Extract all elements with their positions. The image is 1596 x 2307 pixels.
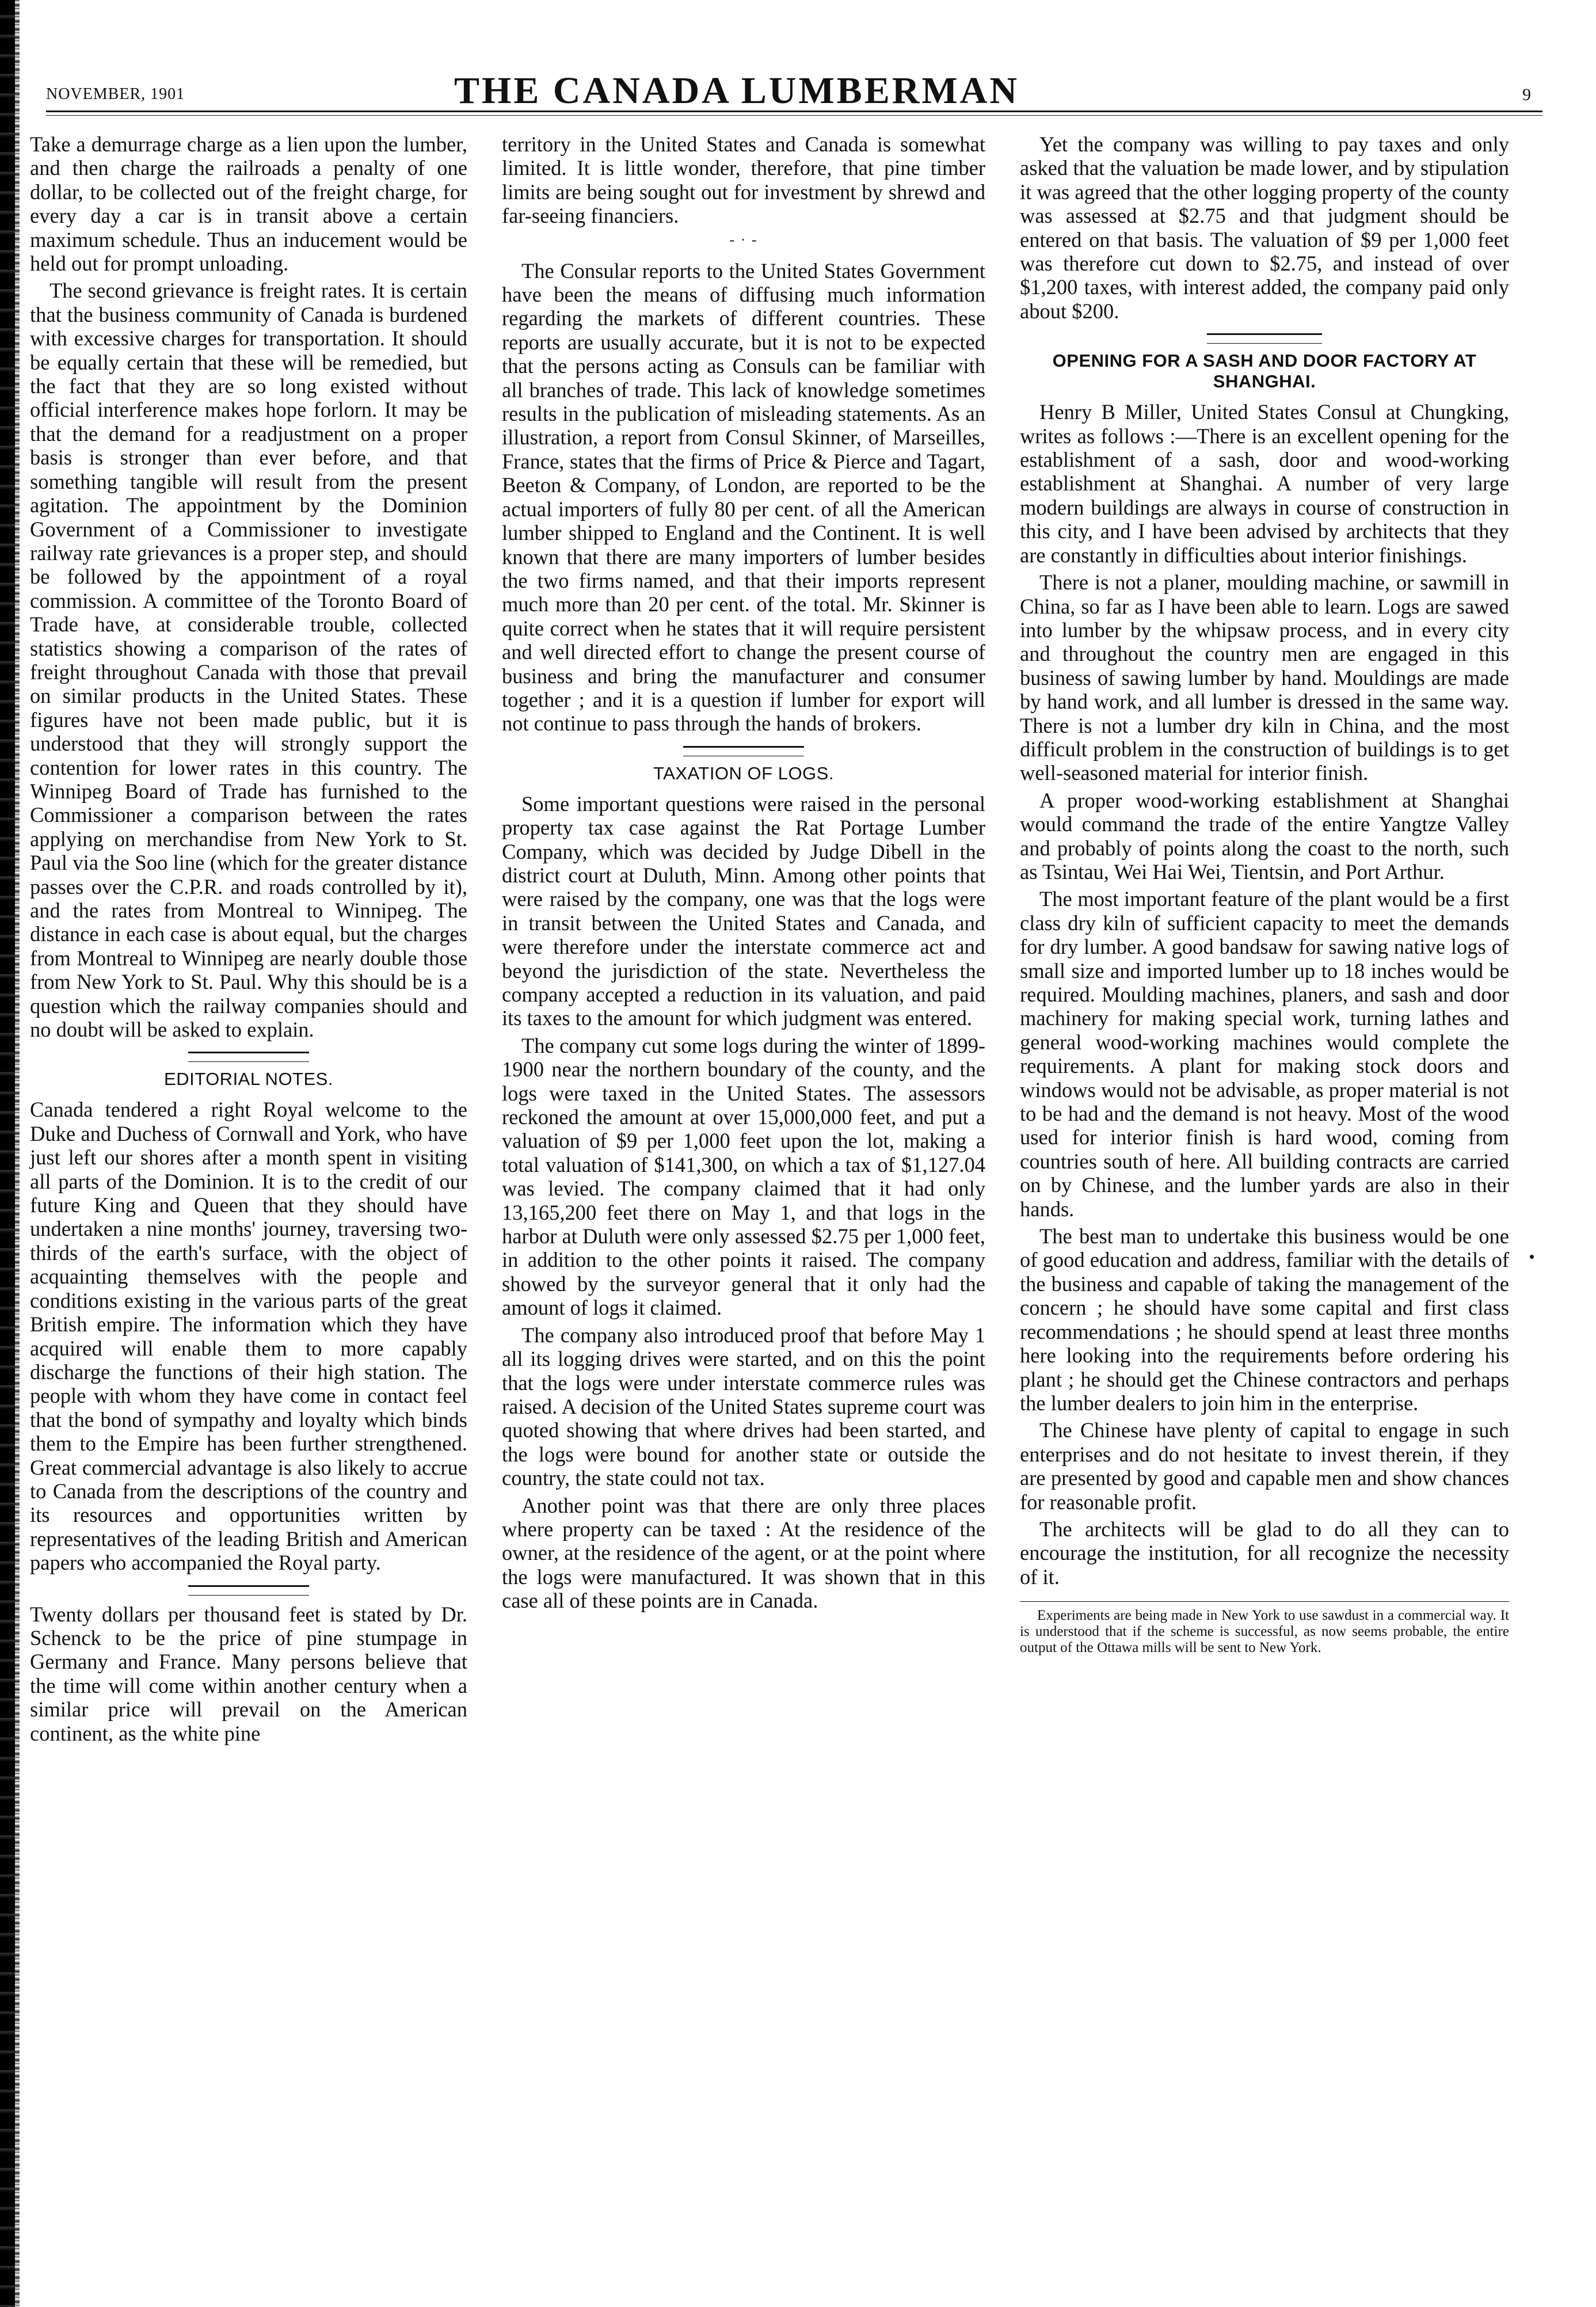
paragraph: Yet the company was willing to pay taxes and only asked that the valuation be made lower, and by stipulation it was agreed that the other logging property of the county was assessed at $2.75 and that judgment should be entered on that basis. The valuation of $9 per 1,000 feet was therefore cut down to $2.75, and instead of over $1,200 taxes, with interest added, the company paid only about $200. (1020, 132, 1509, 323)
paragraph: Take a demurrage charge as a lien upon the lumber, and then charge the railroads a penalty of one dollar, to be collected out of the freight charge, for every day a car is in transit above a certain maximum schedule. Thus an inducement would be held out for prompt unloading. (30, 132, 467, 276)
paragraph: A proper wood-working establishment at Shanghai would command the trade of the entire Yangtze Valley and probably of points along the coast to the north, such as Tsintau, Wei Hai Wei, Tientsin, and Port Arthur. (1020, 788, 1509, 884)
page-binding-edge (0, 0, 15, 2307)
column-left (30, 132, 467, 2285)
publication-title: THE CANADA LUMBERMAN (454, 70, 1020, 112)
paragraph: Another point was that there are only three places where property can be taxed : At the residence of the owner, at the residence of the agent, or at the point where the logs were manufactured. It was shown that in this case all of these points are in Canada. (502, 1493, 985, 1613)
page-header (46, 69, 1531, 112)
page-binding-texture (15, 0, 20, 2307)
paragraph: The company cut some logs during the winter of 1899-1900 near the northern boundary of the county, and the logs were taxed in the United States. The assessors reckoned the amount at over 15,000,000 feet, and put a valuation of $9 per 1,000 feet upon the lot, making a total valuation of $141,300, on which a tax of $1,127.04 was levied. The company claimed that it had only 13,165,200 feet there on May 1, and that logs in the harbor at Duluth were only assessed $2.75 per 1,000 feet, in addition to the other points it raised. The company showed by the surveyor general that it only had the amount of logs it claimed. (502, 1033, 985, 1320)
section-heading: TAXATION OF LOGS. (653, 763, 834, 783)
section-divider (683, 746, 804, 756)
section-heading: EDITORIAL NOTES. (164, 1069, 333, 1090)
ornament-separator: - · - (729, 231, 758, 248)
paragraph: Henry B Miller, United States Consul at Chungking, writes as follows :—There is an excellent opening for the establishment of a sash, door and wood-working establishment at Shanghai. A number of very large modern buildings are always in course of construction in this city, and I have been advised by architects that they are constantly in difficulties about interior finishings. (1020, 400, 1509, 567)
column-middle (502, 132, 985, 2285)
paragraph: The most important feature of the plant would be a first class dry kiln of sufficient capacity to meet the demands for dry lumber. A good bandsaw for sawing native logs of small size and imported lumber up to 18 inches would be required. Moulding machines, planers, and sash and door machinery for making special work, turning lathes and general wood-working machines would complete the requirements. A plant for making stock doors and windows would not be advisable, as proper material is not to be had and the demand is not heavy. Most of the wood used for interior finish is hard wood, coming from countries south of here. All building contracts are carried on by Chinese, and the lumber yards are also in their hands. (1020, 887, 1509, 1221)
column-right (1020, 132, 1509, 2285)
paragraph: The Chinese have plenty of capital to engage in such enterprises and do not hesitate to invest therein, if they are presented by good and capable men and show chances for reasonable profit. (1020, 1418, 1509, 1514)
issue-date: NOVEMBER, 1901 (46, 85, 185, 103)
footnote (1020, 1601, 1509, 1656)
section-divider (188, 1585, 309, 1596)
paragraph: Twenty dollars per thousand feet is stated by Dr. Schenck to be the price of pine stumpage in Germany and France. Many persons believe that the time will come within another century when a similar price will prevail on the American continent, as the white pine (30, 1602, 467, 1745)
paragraph: The Consular reports to the United States Government have been the means of diffusing much information regarding the markets of different countries. These reports are usually accurate, but it is not to be expected that the persons acting as Consuls can be familiar with all branches of trade. This lack of knowledge sometimes results in the publication of misleading statements. As an illustration, a report from Consul Skinner, of Marseilles, France, states that the firms of Price & Pierce and Tagart, Beeton & Company, of London, are reported to be the actual importers of fully 80 per cent. of all the American lumber shipped to England and the Continent. It is well known that there are many importers of lumber besides the two firms named, and that their imports represent much more than 20 per cent. of the total. Mr. Skinner is quite correct when he states that it will require persistent and well directed effort to change the present course of business and bring the manufacturer and consumer together ; and it is a question if lumber for export will not continue to pass through the hands of brokers. (502, 258, 985, 736)
header-rule-thin (46, 115, 1542, 116)
paragraph: Some important questions were raised in the personal property tax case against the Rat Portage Lumber Company, which was decided by Judge Dibell in the district court at Duluth, Minn. Among other points that were raised by the company, one was that the logs were in transit between the United States and Canada, and were therefore under the interstate commerce act and beyond the jurisdiction of the state. Nevertheless the company accepted a reduction in its valuation, and paid its taxes to the amount for which judgment was entered. (502, 791, 985, 1030)
section-divider (188, 1052, 309, 1062)
paragraph: Canada tendered a right Royal welcome to the Duke and Duchess of Cornwall and York, who have just left our shores after a month spent in visiting all parts of the Dominion. It is to the credit of our future King and Queen that they should have undertaken a nine months' journey, traversing two-thirds of the earth's surface, with the object of acquainting themselves with the people and conditions existing in the various parts of the great British empire. The information which they have acquired will enable them to more capably discharge the functions of their high station. The people with whom they have come in contact feel that the bond of sympathy and loyalty which binds them to the Empire has been further strengthened. Great commercial advantage is also likely to accrue to Canada from the descriptions of the country and its resources and opportunities written by representatives of the leading British and American papers who accompanied the Royal party. (30, 1098, 467, 1575)
paragraph: The architects will be glad to do all they can to encourage the institution, for all recognize the necessity of it. (1020, 1517, 1509, 1589)
paragraph: The second grievance is freight rates. It is certain that the business community of Canada is burdened with excessive charges for transportation. It should be equally certain that these will be remedied, but the fact that they are so long existed without official interference makes hope forlorn. It may be that the demand for a readjustment on a proper basis is stronger than ever before, and that something tangible will result from the present agitation. The appointment by the Dominion Government of a Commissioner to investigate railway rate grievances is a proper step, and should be followed by the appointment of a royal commission. A committee of the Toronto Board of Trade have, at considerable trouble, collected statistics showing a comparison of the rates of freight throughout Canada with those that prevail on similar products in the United States. These figures have not been made public, but it is understood that they will strongly support the contention for lower rates in this country. The Winnipeg Board of Trade has furnished to the Commissioner a comparison between the rates applying on merchandise from New York to St. Paul via the Soo line (which for the greater distance passes over the C.P.R. and roads controlled by it), and the rates from Montreal to Winnipeg. The distance in each case is about equal, but the charges from Montreal to Winnipeg are nearly double those from New York to St. Paul. Why this should be is a question which the railway companies should and no doubt will be asked to explain. (30, 279, 467, 1042)
section-divider (1207, 333, 1322, 344)
page-number: 9 (1522, 85, 1531, 104)
section-heading: OPENING FOR A SASH AND DOOR FACTORY AT SHANGHAI. (1052, 351, 1477, 392)
paragraph: There is not a planer, moulding machine, or sawmill in China, so far as I have been able to learn. Logs are sawed into lumber by the whipsaw process, and in every city and throughout the country men are engaged in this business of sawing lumber by hand. Mouldings are made by hand work, and all lumber is dressed in the same way. There is not a lumber dry kiln in China, and the most difficult problem in the construction of buildings is to get well-seasoned material for interior finish. (1020, 570, 1509, 785)
paragraph: territory in the United States and Canada is somewhat limited. It is little wonder, therefore, that pine timber limits are being sought out for investment by shrewd and far-seeing financiers. (502, 132, 985, 228)
print-speck (1530, 1255, 1534, 1259)
footnote-text: Experiments are being made in New York to use sawdust in a commercial way. It is understood that if the scheme is successful, as now seems probable, the entire output of the Ottawa mills will be sent to New York. (1020, 1608, 1509, 1656)
paragraph: The company also introduced proof that before May 1 all its logging drives were started, and on this the point that the logs were under interstate commerce rules was raised. A decision of the United States supreme court was quoted showing that where drives had been started, and the logs were bound for another state or outside the country, the state could not tax. (502, 1323, 985, 1490)
header-rule (46, 111, 1542, 112)
paragraph: The best man to undertake this business would be one of good education and address, familiar with the details of the business and capable of taking the management of the concern ; he should have some capital and first class recommendations ; he should spend at least three months here looking into the requirements before ordering his plant ; he should get the Chinese contractors and perhaps the lumber dealers to join him in the enterprise. (1020, 1224, 1509, 1415)
